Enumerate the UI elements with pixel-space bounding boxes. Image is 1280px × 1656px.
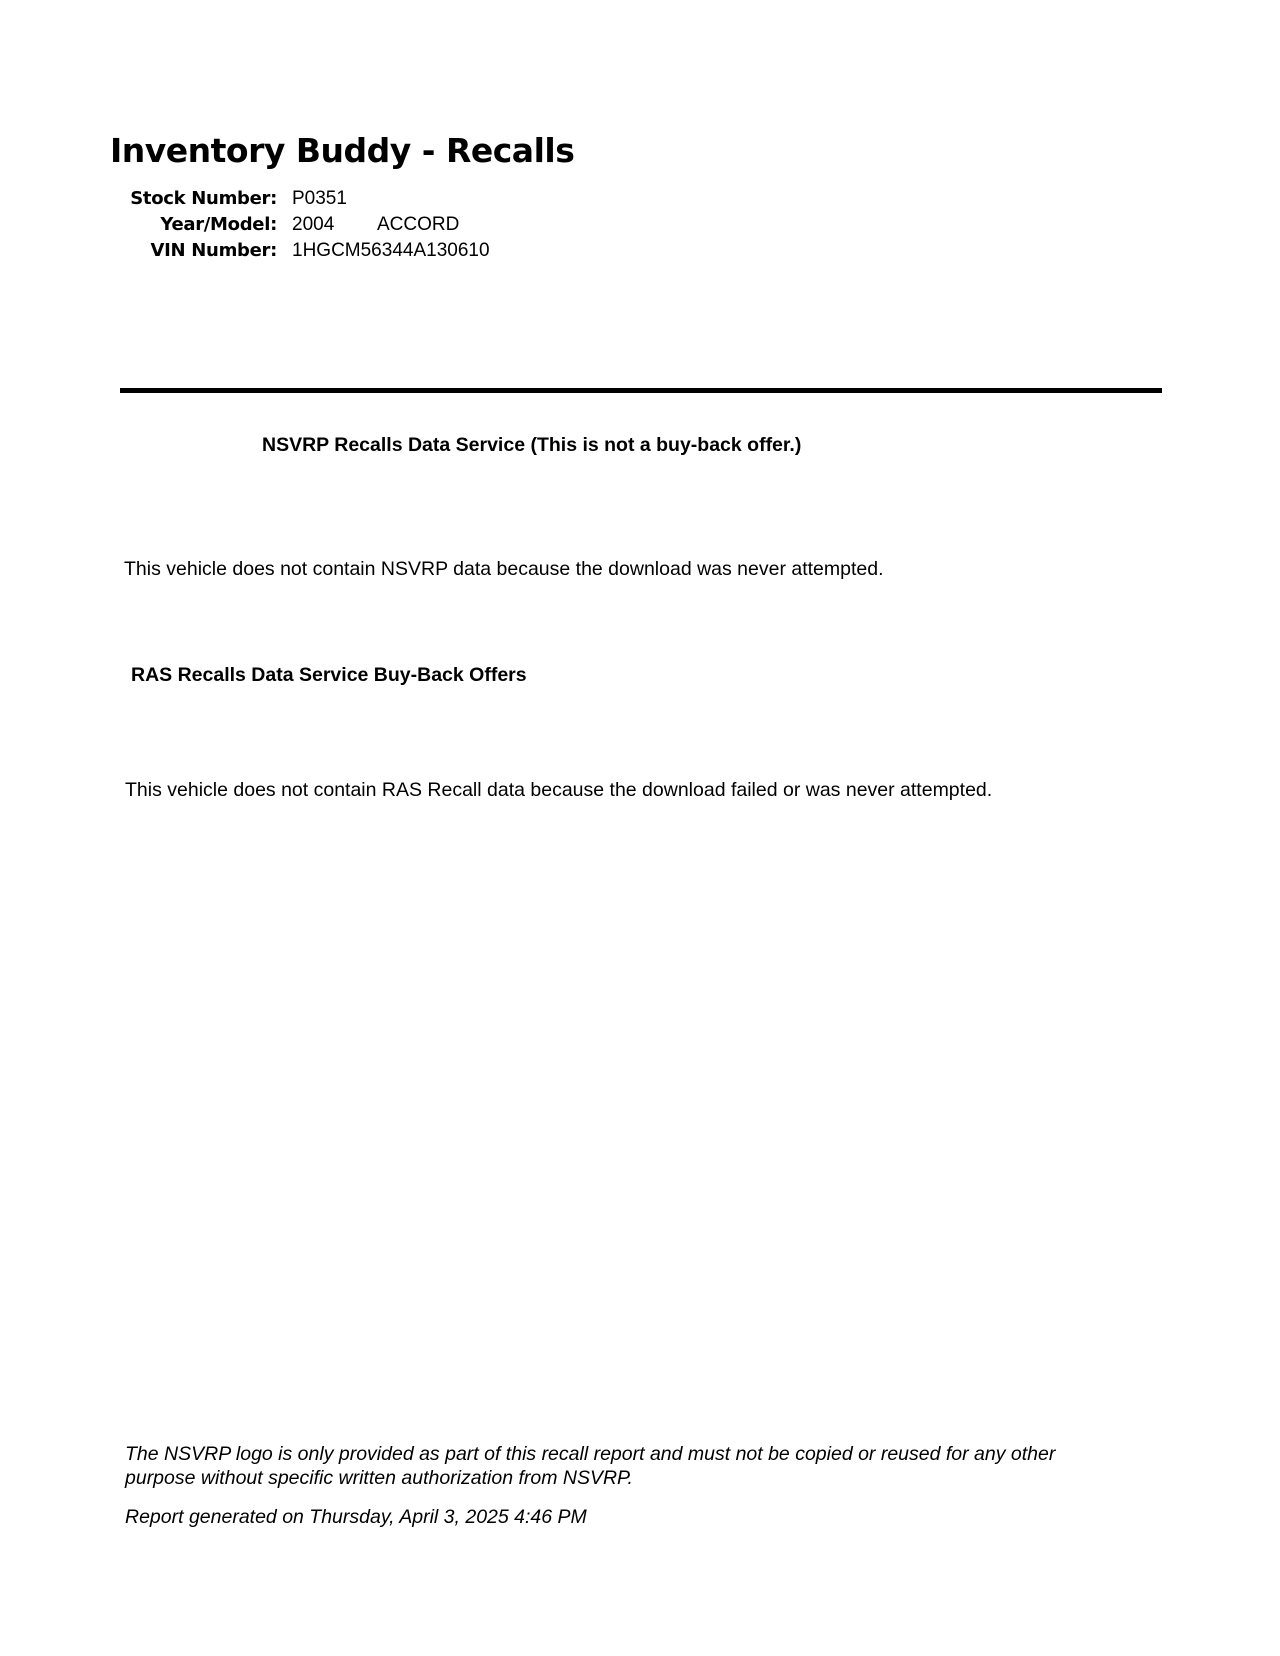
divider-rule xyxy=(120,388,1162,393)
ras-section-heading: RAS Recalls Data Service Buy-Back Offers xyxy=(131,664,527,686)
ras-section-body: This vehicle does not contain RAS Recall data because the download failed or was never attempted. xyxy=(125,779,993,801)
nsvrp-section-heading: NSVRP Recalls Data Service (This is not a buy-back offer.) xyxy=(262,434,802,456)
model-value: ACCORD xyxy=(377,214,460,235)
vin-number-value: 1HGCM56344A130610 xyxy=(292,240,490,261)
nsvrp-section-body: This vehicle does not contain NSVRP data because the download was never attempted. xyxy=(124,558,884,580)
stock-number-label: Stock Number: xyxy=(130,188,277,209)
stock-number-value: P0351 xyxy=(292,188,347,209)
vin-number-row xyxy=(110,238,490,264)
year-model-row xyxy=(110,212,490,238)
disclaimer-line-2: purpose without specific written authorization from NSVRP. xyxy=(125,1466,633,1489)
year-model-label: Year/Model: xyxy=(160,214,277,235)
nsvrp-logo-disclaimer xyxy=(125,1443,1055,1490)
report-generated-timestamp: Report generated on Thursday, April 3, 2025 4:46 PM xyxy=(125,1506,587,1528)
disclaimer-line-1: The NSVRP logo is only provided as part of this recall report and must not be copied or reused for any other xyxy=(125,1443,1056,1465)
vin-number-label: VIN Number: xyxy=(150,240,277,261)
stock-number-row xyxy=(110,186,490,212)
vehicle-info-block xyxy=(110,186,490,264)
page-title: Inventory Buddy - Recalls xyxy=(110,131,575,170)
year-value: 2004 xyxy=(292,214,335,235)
